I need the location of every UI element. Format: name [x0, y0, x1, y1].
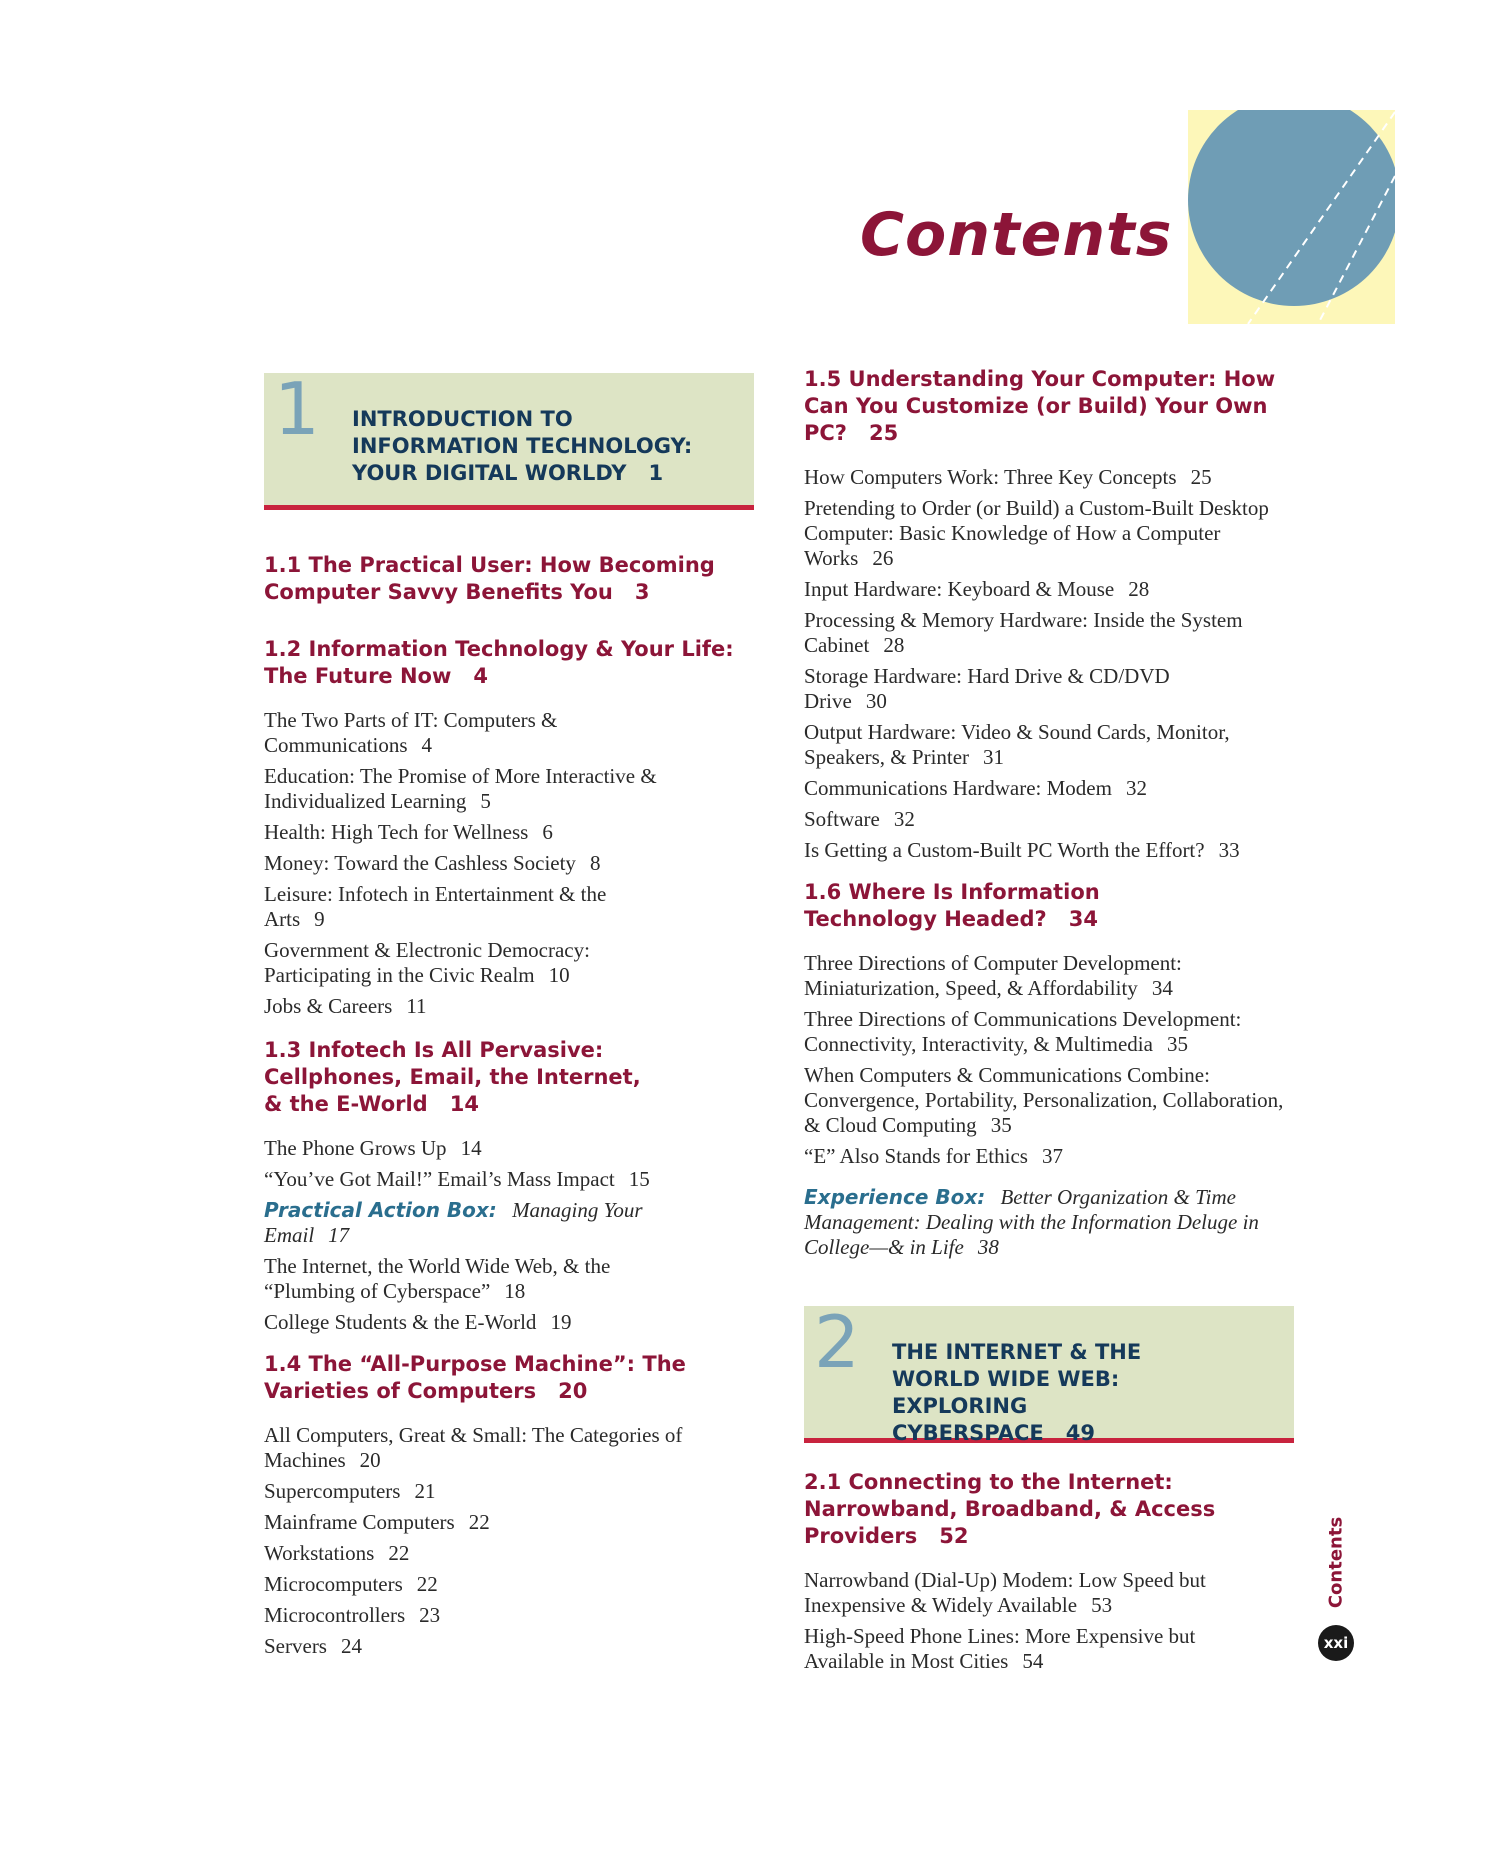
decorative-circle-graphic	[1188, 110, 1395, 324]
toc-entry[interactable]: Three Directions of Computer Development: Miniaturization, Speed, & Affordability 34	[804, 951, 1182, 1000]
part-title: THE INTERNET & THE WORLD WIDE WEB: EXPLORING CYBERSPACE 49	[892, 1340, 1142, 1445]
toc-entry[interactable]: Education: The Promise of More Interactive & Individualized Learning 5	[264, 764, 657, 813]
toc-entry[interactable]: The Phone Grows Up 14	[264, 1136, 482, 1160]
toc-entry[interactable]: Is Getting a Custom-Built PC Worth the Effort? 33	[804, 838, 1240, 862]
toc-entry[interactable]: Output Hardware: Video & Sound Cards, Monitor, Speakers, & Printer 31	[804, 720, 1230, 769]
section-heading[interactable]: 1.4 The “All-Purpose Machine”: The Varieties of Computers 20	[264, 1352, 686, 1403]
toc-entry[interactable]: College Students & the E-World 19	[264, 1310, 572, 1334]
section-heading[interactable]: 1.2 Information Technology & Your Life: The Future Now 4	[264, 637, 734, 688]
toc-entry[interactable]: Microcomputers 22	[264, 1572, 438, 1596]
section-heading[interactable]: 1.3 Infotech Is All Pervasive: Cellphones, Email, the Internet, & the E-World 14	[264, 1038, 641, 1116]
toc-entry[interactable]: Mainframe Computers 22	[264, 1510, 490, 1534]
toc-entry[interactable]: Microcontrollers 23	[264, 1603, 441, 1627]
toc-left-column	[264, 367, 754, 1659]
toc-entry[interactable]: Leisure: Infotech in Entertainment & the Arts 9	[264, 882, 607, 931]
toc-entry[interactable]: Pretending to Order (or Build) a Custom-Built Desktop Computer: Basic Knowledge of How a Computer Works 26	[804, 496, 1269, 570]
toc-entry[interactable]: The Two Parts of IT: Computers & Communications 4	[264, 708, 558, 757]
toc-entry[interactable]: Supercomputers 21	[264, 1479, 436, 1503]
side-section-label: Contents	[1325, 1516, 1347, 1609]
part-1-header[interactable]	[264, 367, 754, 510]
toc-entry[interactable]: Three Directions of Communications Development: Connectivity, Interactivity, & Multimedia 35	[804, 1007, 1242, 1056]
toc-entry[interactable]: Government & Electronic Democracy: Participating in the Civic Realm 10	[264, 938, 590, 987]
part-number: 1	[274, 367, 320, 451]
toc-entry[interactable]: Input Hardware: Keyboard & Mouse 28	[804, 577, 1150, 601]
toc-right-column	[804, 366, 1304, 1674]
toc-entry[interactable]: When Computers & Communications Combine: Convergence, Portability, Personalization, Collaboration, & Cloud Computing 35	[804, 1063, 1284, 1137]
practical-action-box-entry[interactable]: Practical Action Box: Managing Your Email 17	[264, 1198, 643, 1247]
toc-entry[interactable]: Processing & Memory Hardware: Inside the System Cabinet 28	[804, 608, 1243, 657]
toc-entry[interactable]: Software 32	[804, 807, 915, 831]
page-number-badge: xxi	[1318, 1625, 1354, 1661]
toc-entry[interactable]: “E” Also Stands for Ethics 37	[804, 1144, 1063, 1168]
section-heading[interactable]: 1.5 Understanding Your Computer: How Can You Customize (or Build) Your Own PC? 25	[804, 367, 1276, 445]
toc-entry[interactable]: Communications Hardware: Modem 32	[804, 776, 1147, 800]
toc-entry[interactable]: The Internet, the World Wide Web, & the “Plumbing of Cyberspace” 18	[264, 1254, 611, 1303]
page-title: Contents	[860, 200, 1173, 270]
experience-box-entry[interactable]: Experience Box: Better Organization & Time Management: Dealing with the Information Deluge in College—& in Life 38	[804, 1185, 1259, 1259]
toc-entry[interactable]: All Computers, Great & Small: The Categories of Machines 20	[264, 1423, 683, 1472]
toc-entry[interactable]: Narrowband (Dial-Up) Modem: Low Speed but Inexpensive & Widely Available 53	[804, 1568, 1206, 1617]
toc-entry[interactable]: Workstations 22	[264, 1541, 410, 1565]
part-number: 2	[814, 1300, 860, 1384]
toc-entry[interactable]: Money: Toward the Cashless Society 8	[264, 851, 601, 875]
toc-entry[interactable]: “You’ve Got Mail!” Email’s Mass Impact 15	[264, 1167, 650, 1191]
section-heading[interactable]: 2.1 Connecting to the Internet: Narrowband, Broadband, & Access Providers 52	[804, 1470, 1216, 1548]
toc-entry[interactable]: Health: High Tech for Wellness 6	[264, 820, 553, 844]
toc-entry[interactable]: Jobs & Careers 11	[264, 994, 427, 1018]
section-heading[interactable]: 1.6 Where Is Information Technology Headed? 34	[804, 880, 1100, 931]
toc-entry[interactable]: How Computers Work: Three Key Concepts 25	[804, 465, 1212, 489]
toc-entry[interactable]: Storage Hardware: Hard Drive & CD/DVD Drive 30	[804, 664, 1170, 713]
part-title: INTRODUCTION TO INFORMATION TECHNOLOGY: YOUR DIGITAL WORLDY 1	[352, 407, 693, 485]
toc-entry[interactable]: High-Speed Phone Lines: More Expensive but Available in Most Cities 54	[804, 1624, 1196, 1673]
part-2-header[interactable]	[804, 1300, 1294, 1445]
toc-entry[interactable]: Servers 24	[264, 1634, 362, 1658]
section-heading[interactable]: 1.1 The Practical User: How Becoming Computer Savvy Benefits You 3	[264, 553, 715, 604]
